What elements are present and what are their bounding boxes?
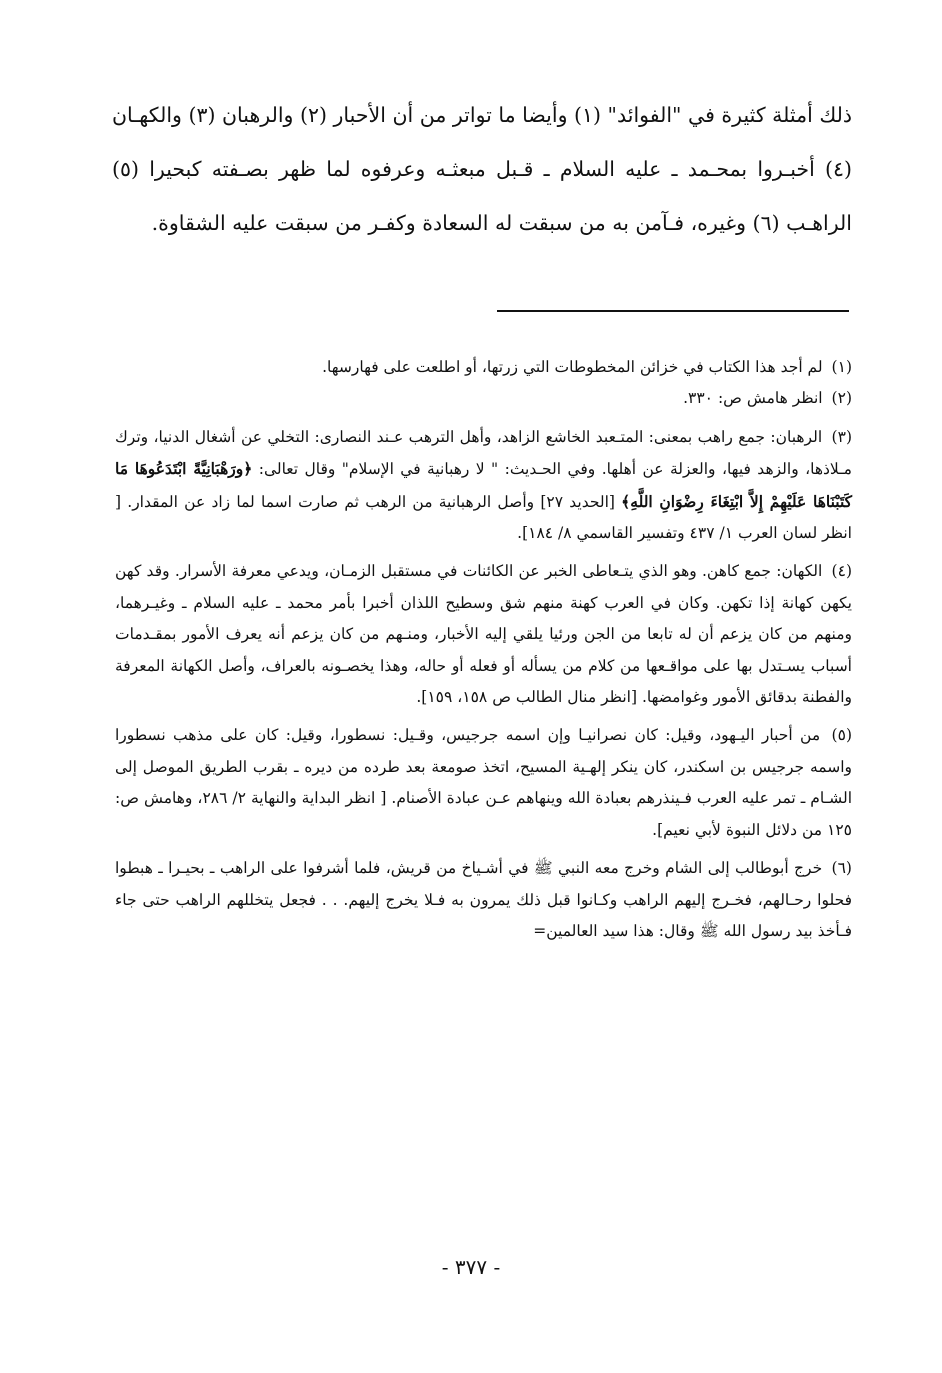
- main-text-block: [112, 88, 852, 250]
- footnote-number: (٦): [831, 859, 852, 878]
- footnote-number: (٤): [831, 562, 852, 581]
- footnote-5: [115, 720, 852, 846]
- footnote-4: [115, 556, 852, 713]
- footnote-text: انظر هامش ص: ٣٣٠.: [683, 389, 823, 408]
- footnote-separator-line: [497, 310, 849, 312]
- footnote-6: [115, 853, 852, 947]
- footnote-text: الكهان: جمع كاهن. وهو الذي يتـعاطى الخبر عن الكائنات في مستقبل الزمـان، ويدعي معرفة الأسرار. وقد كهن يكهن كهانة إذا تكهن. وكان في العرب كهنة منهم شق وسطيح اللذان أخبرا بأمر محمد ـ عليه السلام ـ وغيـرهما، ومنهم من كان يزعم أن له تابعا من الجن ورئيا يلقي إليه الأخبار، ومنـهم من كان يزعم أنه يعرف الأمور بمقـدمات أسباب يسـتدل بها على مواقـعها من كلام من يسأله أو فعله أو حاله، وهذا يخصـونه بالعراف، وأصل الكهانة المعرفة والفطنة بدقائق الأمور وغوامضها. [انظر منال الطالب ص ١٥٨، ١٥٩].: [115, 562, 852, 707]
- footnote-number: (١): [831, 358, 852, 376]
- footnote-text: من أحبار اليـهود، وقيل: كان نصرانيـا وإن اسمه جرجيس، وقـيل: نسطورا، وقيل: كان على مذهب نسطورا واسمه جرجيس بن اسكندر، كان ينكر إلهـية المسيح، اتخذ صومعة بعد طرده من ديره ـ بقرب الطريق الموصل إلى الشـام ـ تمر عليه العرب فـينذرهم بعبادة الله وينهاهم عـن عبادة الأصنام. [ انظر البداية والنهاية ٢/ ٢٨٦، وهامش ص: ١٢٥ من دلائل النبوة لأبي نعيم].: [115, 726, 853, 839]
- footnote-2: [115, 383, 852, 414]
- main-paragraph: ذلك أمثلة كثيرة في "الفوائد" (١) وأيضا ما تواتر من أن الأحبار (٢) والرهبان (٣) والكهـان (٤) أخبـروا بمحـمد ـ عليه السلام ـ قـبل مبعثـه وعرفوه لما ظهر بصـفته كبحيرا (٥) الراهـب (٦) وغيره، فـآمن به من سبقت له السعادة وكفـر من سبقت عليه الشقاوة.: [112, 103, 852, 235]
- footnote-number: (٥): [831, 726, 852, 745]
- footnote-text: الرهبان: جمع راهب بمعنى: المتـعبد الخاشع الزاهد، وأهل الترهب عـند النصارى: التخلي عن أشغال الدنيا، وترك مـلاذها، والزهد فيها، والعزلة عن أهلها. وفي الحـديث: " لا رهبانية في الإسلام" وقال تعالى:: [115, 427, 852, 479]
- footnote-3: [115, 422, 852, 550]
- footnote-text-continued: [الحديد ٢٧] وأصل الرهبانية من الرهب ثم صارت اسما لما زاد عن المقدار. [ انظر لسان العرب ١/ ٤٣٧ وتفسير القاسمي ٨/ ١٨٤].: [115, 492, 852, 543]
- footnote-text: لم أجد هذا الكتاب في خزائن المخطوطات التي زرتها، أو اطلعت على فهارسها.: [322, 358, 823, 376]
- footnote-text: خرج أبوطالب إلى الشام وخرج معه النبي ﷺ في أشـياخ من قريش، فلما أشرفوا على الراهب ـ بحيـرا ـ هبطوا فحلوا رحـالهم، فخـرج إليهم الراهب وكـانوا قبل ذلك يمرون به فـلا يخرج إليهم. . . فجعل يتخللهم الراهب حتى جاء فـأخذ بيد رسول الله ﷺ وقال: هذا سيد العالمين=: [115, 859, 852, 940]
- page-number: - ٣٧٧ -: [441, 1255, 501, 1279]
- footnote-1: [115, 352, 852, 383]
- footnote-number: (٣): [831, 427, 852, 446]
- quran-verse: ﴿ورَهْبَانِيَّةً ابْتَدَعُوهَا مَا كَتَبْنَاهَا عَلَيْهِمْ إِلاَّ ابْتِغَاءَ رِضْوَانِ اللَّهِ﴾: [115, 459, 853, 511]
- footnotes-section: [115, 352, 852, 947]
- footnote-number: (٢): [831, 389, 852, 408]
